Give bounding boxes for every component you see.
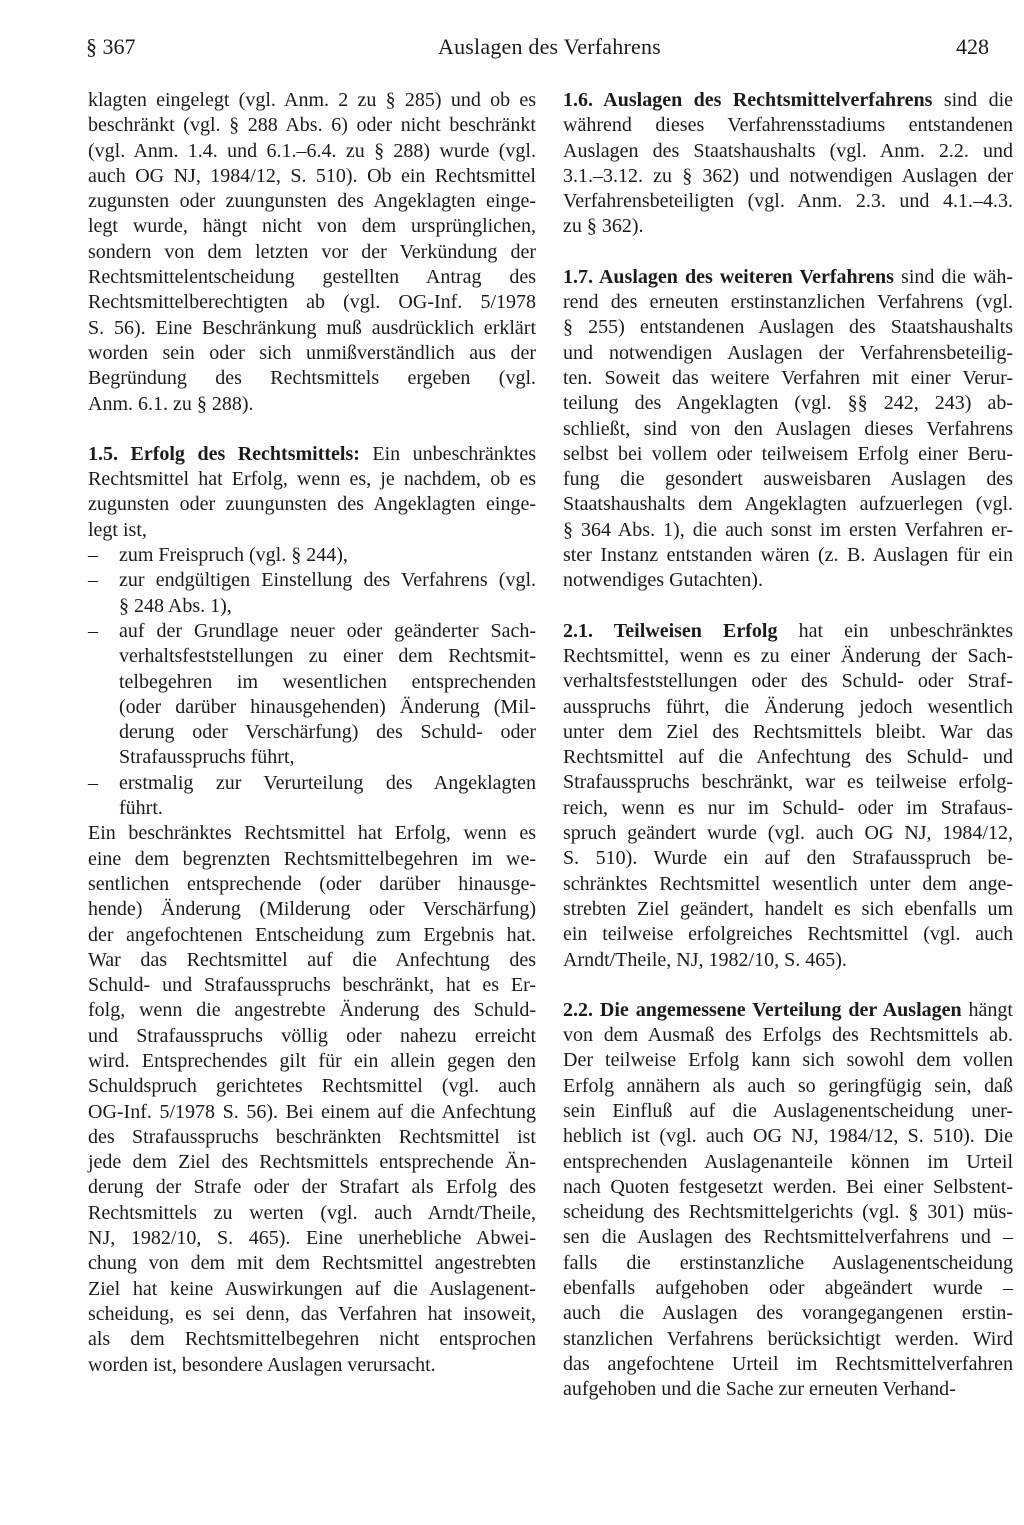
paragraph	[88, 821, 536, 1378]
text-line: S. 510). Wurde ein auf den Strafausspruch be-	[563, 847, 1013, 870]
text-line: falls die erstinstanzliche Auslagenentscheidung	[563, 1251, 1013, 1274]
text-line: legt wurde, hängt nicht von dem ursprünglichen,	[88, 215, 536, 238]
text-line: Arndt/Theile, NJ, 1982/10, S. 465).	[563, 948, 847, 971]
text-line: Anm. 6.1. zu § 288).	[88, 392, 254, 415]
text-line: Der teilweise Erfolg kann sich sowohl dem vollen	[563, 1049, 1013, 1072]
text-line: als dem Rechtsmittelbegehren nicht entsprochen	[88, 1328, 536, 1351]
text-line: NJ, 1982/10, S. 465). Eine unerhebliche Abwei-	[88, 1227, 536, 1250]
list-item-line: derung oder Verschärfung) des Schuld- oder	[119, 721, 536, 744]
list-item-line: – auf der Grundlage neuer oder geänderter Sach-	[88, 619, 536, 644]
text-line: OG-Inf. 5/1978 S. 56). Bei einem auf die Anfechtung	[88, 1100, 536, 1123]
text-line: Verfahrensbeteiligten (vgl. Anm. 2.3. und 4.1.–4.3.	[563, 190, 1013, 213]
section-number: 2.2. Die	[563, 998, 629, 1021]
text-line: legt ist,	[88, 518, 147, 541]
text-line: und notwendigen Auslagen der Verfahrensbeteilig-	[563, 341, 1013, 364]
success-list	[88, 543, 536, 821]
left-column	[88, 88, 536, 1378]
text-line: und Strafausspruchs völlig oder nahezu erreicht	[88, 1024, 536, 1047]
list-item	[88, 543, 536, 568]
text-line: schließt, sind von den Auslagen dieses Verfahrens	[563, 417, 1013, 440]
section-1-7: 1.7. Auslagen des weiteren Verfahrens sind die wäh- rend des erneuten erstinstanzlichen Verfahrens (vgl. § 255) entstandenen Auslagen des Staatshaushalts und notwendigen Auslagen der Verfahrensbeteilig- ten. Soweit das weitere Verfahren mit einer Verur- teilung des Angeklagten (vgl. §§ 242, 243) ab- schließt, sind von den Auslagen dieses Verfahrens selbst bei vollem oder teilweisem Erfolg einer Beru- fung die gesondert ausweisbaren Auslagen des Staatshaushalts dem Angeklagten aufzuerlegen (vgl. § 364 Abs. 1), die auch sonst im ersten Verfahren er- ster Instanz entstanden wären (z. B. Auslagen für ein notwendiges Gutachten).	[563, 265, 1013, 594]
text-line: scheidung, es sei denn, das Verfahren hat insoweit,	[88, 1302, 536, 1325]
text-line: sondern von dem letzten vor der Verkündung der	[88, 240, 536, 263]
text-line: eine dem begrenzten Rechtsmittelbegehren im we-	[88, 847, 536, 870]
paragraph-continuation	[88, 88, 536, 417]
list-item	[88, 771, 536, 822]
section-heading: 1.7. Auslagen des weiteren Verfahrens	[563, 265, 894, 288]
dash-bullet: –	[88, 569, 98, 592]
text-line: zu § 362).	[563, 215, 644, 238]
text-line: Schuld- und Strafausspruchs beschränkt, hat es Er-	[88, 974, 536, 997]
text-line: worden ist, besondere Auslagen verursacht.	[88, 1353, 436, 1376]
section-heading: 1.6. Auslagen des Rechtsmittelverfahrens	[563, 89, 933, 111]
list-item-line: verhaltsfeststellungen zu einer dem Rechtsmit-	[119, 645, 536, 668]
text-line: strebten Ziel geändert, handelt es sich ebenfalls um	[563, 897, 1013, 920]
text-line: ausspruchs führt, die Änderung jedoch wesentlich	[563, 695, 1013, 718]
list-item-line: (oder darüber hinausgehenden) Änderung (Mil-	[119, 695, 536, 718]
list-item-line: Strafausspruchs führt,	[119, 746, 295, 769]
text-line: Rechtsmittel, wenn es zu einer Änderung der Sach-	[563, 644, 1013, 667]
text-line: reich, wenn es nur im Schuld- oder im Strafaus-	[563, 796, 1013, 819]
text-line: Rechtsmittelberechtigten ab (vgl. OG-Inf. 5/1978	[88, 291, 536, 314]
text-line: S. 56). Eine Beschränkung muß ausdrücklich erklärt	[88, 316, 536, 339]
text-line: von dem Ausmaß des Erfolgs des Rechtsmittels ab.	[563, 1024, 1013, 1047]
text-line: zugunsten oder zuungunsten des Angeklagten einge-	[88, 493, 536, 516]
text-line: spruch geändert wurde (vgl. auch OG NJ, 1984/12,	[563, 822, 1013, 845]
text-line: nach Quoten festgesetzt werden. Bei einer Selbstent-	[563, 1175, 1013, 1198]
dash-bullet: –	[88, 619, 98, 642]
text-line: das angefochtene Urteil im Rechtsmittelverfahren	[563, 1352, 1013, 1375]
text-line: schränktes Rechtsmittel wesentlich unter dem ange-	[563, 872, 1013, 895]
text-line: der angefochtenen Entscheidung zum Ergebnis hat.	[88, 923, 536, 946]
list-item	[88, 619, 536, 771]
text-line: Ein beschränktes Rechtsmittel hat Erfolg, wenn es	[88, 822, 536, 845]
text-line: Schuldspruch gerichtetes Rechtsmittel (vgl. auch	[88, 1075, 536, 1098]
list-item-line: telbegehren im wesentlichen entsprechenden	[119, 670, 536, 693]
page-number: 428	[956, 34, 989, 59]
text-line: ebenfalls aufgehoben oder abgeändert wurde –	[563, 1277, 1013, 1300]
section-1-6: 1.6. Auslagen des Rechtsmittelverfahrens sind die während dieses Verfahrensstadiums entstandenen Auslagen des Staatshaushalts (vgl. Anm. 2.2. und 3.1.–3.12. zu § 362) und notwendigen Auslagen der Verfahrensbeteiligten (vgl. Anm. 2.3. und 4.1.–4.3. zu § 362).	[563, 88, 1013, 240]
list-item-line: – zum Freispruch (vgl. § 244),	[88, 543, 536, 568]
text-line: zugunsten oder zuungunsten des Angeklagten einge-	[88, 190, 536, 213]
dash-bullet: –	[88, 544, 98, 567]
running-title: Auslagen des Verfahrens	[438, 34, 661, 59]
text-line: Rechtsmittelentscheidung gestellten Antrag des	[88, 266, 536, 289]
list-item-line: – zur endgültigen Einstellung des Verfahrens (vgl.	[88, 568, 536, 593]
list-item-line: – erstmalig zur Verurteilung des Angeklagten	[88, 771, 536, 796]
text-line: sein Einfluß auf die Auslagenentscheidung uner-	[563, 1099, 1013, 1122]
section-2-1: 2.1. Teilweisen Erfolg hat ein unbeschränktes Rechtsmittel, wenn es zu einer Änderung der Sach- verhaltsfeststellungen oder des Schuld- oder Straf- ausspruchs führt, die Änderung jedoch wesentlich unter dem Ziel des Rechtsmittels bleibt. War das Rechtsmittel auf die Anfechtung des Schuld- und Strafausspruchs beschränkt, war es teilweise erfolg- reich, wenn es nur im Schuld- oder im Strafaus- spruch geändert wurde (vgl. auch OG NJ, 1984/12, S. 510). Wurde ein auf den Strafausspruch be- schränktes Rechtsmittel wesentlich unter dem ange- strebten Ziel geändert, handelt es sich ebenfalls um ein teilweise erfolgreiches Rechtsmittel (vgl. auch Arndt/Theile, NJ, 1982/10, S. 465).	[563, 619, 1013, 973]
text-line: sentlichen entsprechende (oder darüber hinausge-	[88, 872, 536, 895]
text-line: § 255) entstandenen Auslagen des Staatshaushalts	[563, 316, 1013, 339]
text-line: War das Rechtsmittel auf die Anfechtung des	[88, 948, 536, 971]
text-line: beschränkt (vgl. § 288 Abs. 6) oder nicht beschränkt	[88, 114, 536, 137]
section-1-5: 1.5. Erfolg des Rechtsmittels: Ein unbeschränktes Rechtsmittel hat Erfolg, wenn es, je nachdem, ob es zugunsten oder zuungunsten des Angeklagten einge- legt ist, – zum Freispruch (vgl. § 244), – zur endgültigen Einstellung des Verfahrens (vgl. § 248 Abs. 1), – auf der Grundlage neuer oder geänderter Sach- verhaltsfeststellungen zu einer dem Rechtsmit- telbegehren im wesentlichen entsprechenden (oder darüber hinausgehenden) Änderung (Mil- derung oder Verschärfung) des Schuld- oder Strafausspruchs führt, – erstmalig zur Verurteilung des Angeklagten führt. Ein beschränktes Rechtsmittel hat Erfolg, wenn es eine dem begrenzten Rechtsmittelbegehren im we- sentlichen entsprechende (oder darüber hinausge- hende) Änderung (Milderung oder Verschärfung) der angefochtenen Entscheidung zum Ergebnis hat. War das Rechtsmittel auf die Anfechtung des Schuld- und Strafausspruchs beschränkt, hat es Er- folg, wenn die angestrebte Änderung des Schuld- und Strafausspruchs völlig oder nahezu erreicht wird. Entsprechendes gilt für ein allein gegen den Schuldspruch gerichtetes Rechtsmittel (vgl. auch OG-Inf. 5/1978 S. 56). Bei einem auf die Anfechtung des Strafausspruchs beschränkten Rechtsmittel ist jede dem Ziel des Rechtsmittels entsprechende Än- derung der Strafe oder der Strafart als Erfolg des Rechtsmittels zu werten (vgl. auch Arndt/Theile, NJ, 1982/10, S. 465). Eine unerhebliche Abwei- chung von dem mit dem Rechtsmittel angestrebten Ziel hat keine Auswirkungen auf die Auslagenent- scheidung, es sei denn, das Verfahren hat insoweit, als dem Rechtsmittelbegehren nicht entsprochen worden ist, besondere Auslagen verursacht.	[88, 442, 536, 1378]
text-line: wird. Entsprechendes gilt für ein allein gegen den	[88, 1049, 536, 1072]
section-2-2: 2.2. Die angemessene Verteilung der Auslagen hängt von dem Ausmaß des Erfolgs des Rechtsmittels ab. Der teilweise Erfolg kann sich sowohl dem vollen Erfolg annähern als auch so geringfügig sein, daß sein Einfluß auf die Auslagenentscheidung uner- heblich ist (vgl. auch OG NJ, 1984/12, S. 510). Die entsprechenden Auslagenanteile können im Urteil nach Quoten festgesetzt werden. Bei einer Selbstent- scheidung des Rechtsmittelgerichts (vgl. § 301) müs- sen die Auslagen des Rechtsmittelverfahrens und – falls die erstinstanzliche Auslagenentscheidung ebenfalls aufgehoben oder abgeändert wurde – auch die Auslagen des vorangegangenen erstin- stanzlichen Verfahrens berücksichtigt werden. Wird das angefochtene Urteil im Rechtsmittelverfahren aufgehoben und die Sache zur erneuten Verhand-	[563, 998, 1013, 1403]
section-heading: 2.1. Teilweisen Erfolg	[563, 619, 778, 642]
text-line: während dieses Verfahrensstadiums entstandenen	[563, 114, 1013, 137]
text-line: verhaltsfeststellungen oder des Schuld- oder Straf-	[563, 670, 1013, 693]
text-line: Auslagen des Staatshaushalts (vgl. Anm. 2.2. und	[563, 139, 1013, 162]
section-heading: angemessene Verteilung der Auslagen	[628, 998, 962, 1021]
section-marker: § 367	[86, 34, 136, 59]
text-line: sen die Auslagen des Rechtsmittelverfahrens und –	[563, 1226, 1013, 1249]
text-line: rend des erneuten erstinstanzlichen Verfahrens (vgl.	[563, 291, 1013, 314]
text-line: 3.1.–3.12. zu § 362) und notwendigen Auslagen der	[563, 164, 1013, 187]
text-line: ten. Soweit das weitere Verfahren mit einer Verur-	[563, 366, 1013, 389]
text-line: selbst bei vollem oder teilweisem Erfolg einer Beru-	[563, 442, 1013, 465]
text-line: des Strafausspruchs beschränkten Rechtsmittel ist	[88, 1125, 536, 1148]
dash-bullet: –	[88, 771, 98, 794]
text-line: heblich ist (vgl. auch OG NJ, 1984/12, S. 510). Die	[563, 1125, 1013, 1148]
text-line: entsprechenden Auslagenanteile können im Urteil	[563, 1150, 1013, 1173]
text-line: ster Instanz entstanden wären (z. B. Auslagen für ein	[563, 544, 1013, 567]
text-line: derung der Strafe oder der Strafart als Erfolg des	[88, 1176, 536, 1199]
list-item	[88, 568, 536, 619]
section-heading: 1.5. Erfolg des Rechtsmittels:	[88, 442, 360, 465]
text-line: Erfolg annähern als auch so geringfügig sein, daß	[563, 1074, 1013, 1097]
text-line: Rechtsmittels zu werten (vgl. auch Arndt/Theile,	[88, 1201, 536, 1224]
text-line: notwendiges Gutachten).	[563, 569, 763, 592]
text-line: (vgl. Anm. 1.4. und 6.1.–6.4. zu § 288) wurde (vgl.	[88, 139, 536, 162]
list-item-line: führt.	[119, 797, 163, 820]
text-line: Staatshaushalts dem Angeklagten aufzuerlegen (vgl.	[563, 493, 1013, 516]
text-line: aufgehoben und die Sache zur erneuten Verhand-	[563, 1378, 956, 1401]
text-line: hende) Änderung (Milderung oder Verschärfung)	[88, 898, 536, 921]
text-line: teilung des Angeklagten (vgl. §§ 242, 243) ab-	[563, 392, 1013, 415]
text-line: worden sein oder sich unmißverständlich aus der	[88, 341, 536, 364]
text-line: Ziel hat keine Auswirkungen auf die Auslagenent-	[88, 1277, 536, 1300]
text-line: auch die Auslagen des vorangegangenen erstin-	[563, 1302, 1013, 1325]
text-line: § 364 Abs. 1), die auch sonst im ersten Verfahren er-	[563, 518, 1013, 541]
list-item-line: § 248 Abs. 1),	[119, 594, 232, 617]
text-line: stanzlichen Verfahrens berücksichtigt werden. Wird	[563, 1327, 1013, 1350]
right-column	[563, 88, 1013, 1403]
text-line: folg, wenn die angestrebte Änderung des Schuld-	[88, 999, 536, 1022]
text-line: ein teilweise erfolgreiches Rechtsmittel (vgl. auch	[563, 923, 1013, 946]
text-line: chung von dem mit dem Rechtsmittel angestrebten	[88, 1252, 536, 1275]
text-line: Rechtsmittel auf die Anfechtung des Schuld- und	[563, 746, 1013, 769]
text-line: jede dem Ziel des Rechtsmittels entsprechende Än-	[88, 1151, 536, 1174]
text-line: fung die gesondert ausweisbaren Auslagen des	[563, 468, 1013, 491]
text-line: Rechtsmittel hat Erfolg, wenn es, je nachdem, ob es	[88, 468, 536, 491]
text-line: Strafausspruchs beschränkt, war es teilweise erfolg-	[563, 771, 1013, 794]
text-line: klagten eingelegt (vgl. Anm. 2 zu § 285) und ob es	[88, 89, 536, 111]
text-line: scheidung des Rechtsmittelgerichts (vgl. § 301) müs-	[563, 1201, 1013, 1224]
text-line: auch OG NJ, 1984/12, S. 510). Ob ein Rechtsmittel	[88, 164, 536, 187]
text-line: Begründung des Rechtsmittels ergeben (vgl.	[88, 367, 536, 390]
text-line: unter dem Ziel des Rechtsmittels bleibt. War das	[563, 720, 1013, 743]
